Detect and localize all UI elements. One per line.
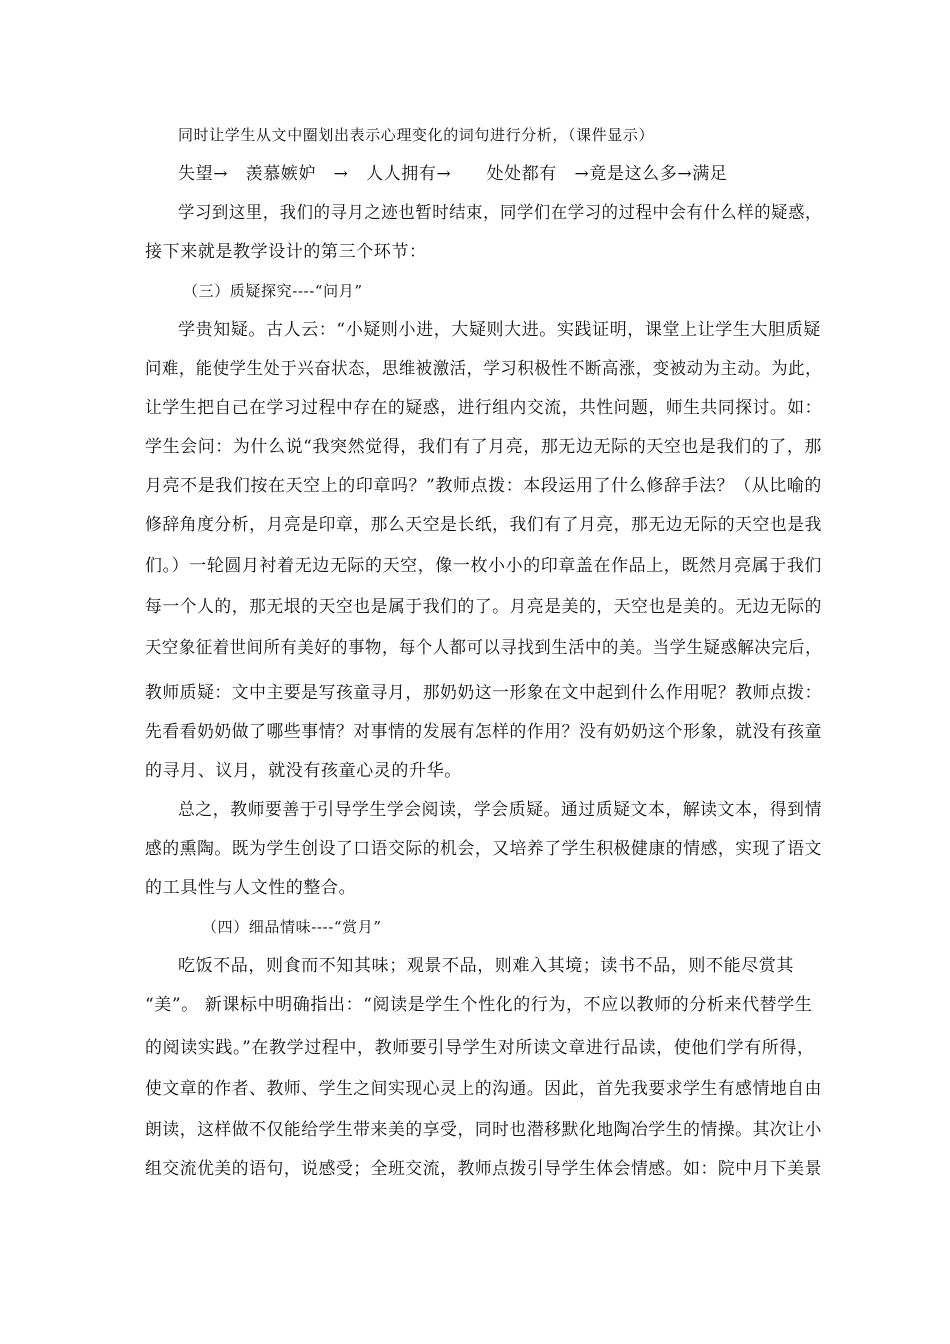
body-line: 问难，能使学生处于兴奋状态，思维被激活，学习积极性不断高涨，变被动为主动。为此， xyxy=(145,359,822,379)
body-line: “美”。 新课标中明确指出：“阅读是学生个性化的行为，不应以教师的分析来代替学生 xyxy=(145,995,813,1015)
body-line: 学生会问：为什么说“我突然觉得，我们有了月亮，那无边无际的天空也是我们的了，那 xyxy=(145,437,822,457)
section-heading: （四）细品情味----“赏月” xyxy=(202,918,382,936)
body-line: 的工具性与人文性的整合。 xyxy=(145,878,357,898)
body-line: 失望→ 羡慕嫉妒 → 人人拥有→ 处处都有 →竟是这么多→满足 xyxy=(178,164,728,184)
body-line: 天空象征着世间所有美好的事物，每个人都可以寻找到生活中的美。当学生疑惑解决完后， xyxy=(145,638,822,658)
body-line: 教师质疑：文中主要是写孩童寻月，那奶奶这一形象在文中起到什么作用呢？教师点拨： xyxy=(145,683,822,703)
body-line: 同时让学生从文中圈划出表示心理变化的词句进行分析，（课件显示） xyxy=(178,126,655,144)
body-line: 组交流优美的语句，说感受；全班交流，教师点拨引导学生体会情感。如：院中月下美景 xyxy=(145,1159,822,1179)
body-line: 的阅读实践。”在教学过程中，教师要引导学生对所读文章进行品读，使他们学有所得， xyxy=(145,1038,815,1058)
body-line: 的寻月、议月，就没有孩童心灵的升华。 xyxy=(145,761,462,781)
body-line: 朗读，这样做不仅能给学生带来美的享受，同时也潜移默化地陶冶学生的情操。其次让小 xyxy=(145,1120,822,1140)
body-line: 使文章的作者、教师、学生之间实现心灵上的沟通。因此，首先我要求学生有感情地自由 xyxy=(145,1079,822,1099)
body-line: 让学生把自己在学习过程中存在的疑惑，进行组内交流，共性问题，师生共同探讨。如： xyxy=(145,398,822,418)
section-heading: （三）质疑探究----“问月” xyxy=(183,282,363,300)
body-line: 每一个人的，那无垠的天空也是属于我们的了。月亮是美的，天空也是美的。无边无际的 xyxy=(145,597,822,617)
body-line: 感的熏陶。既为学生创设了口语交际的机会，又培养了学生积极健康的情感，实现了语文 xyxy=(145,839,822,859)
body-line: 学贵知疑。古人云：“小疑则小进，大疑则大进。实践证明，课堂上让学生大胆质疑 xyxy=(178,320,821,340)
body-line: 修辞角度分析，月亮是印章，那么天空是长纸，我们有了月亮，那无边无际的天空也是我 xyxy=(145,515,822,535)
body-line: 吃饭不品，则食而不知其味；观景不品，则难入其境；读书不品，则不能尽赏其 xyxy=(178,956,794,976)
body-line: 先看看奶奶做了哪些事情？对事情的发展有怎样的作用？没有奶奶这个形象，就没有孩童 xyxy=(145,722,822,742)
body-line: 们。）一轮圆月衬着无边无际的天空，像一枚小小的印章盖在作品上，既然月亮属于我们 xyxy=(145,556,822,576)
body-line: 接下来就是教学设计的第三个环节： xyxy=(145,242,427,262)
body-line: 总之，教师要善于引导学生学会阅读，学会质疑。通过质疑文本，解读文本，得到情 xyxy=(178,800,822,820)
body-line: 月亮不是我们按在天空上的印章吗？”教师点拨：本段运用了什么修辞手法？（从比喻的 xyxy=(145,476,822,496)
body-line: 学习到这里，我们的寻月之迹也暂时结束，同学们在学习的过程中会有什么样的疑惑， xyxy=(178,203,822,223)
